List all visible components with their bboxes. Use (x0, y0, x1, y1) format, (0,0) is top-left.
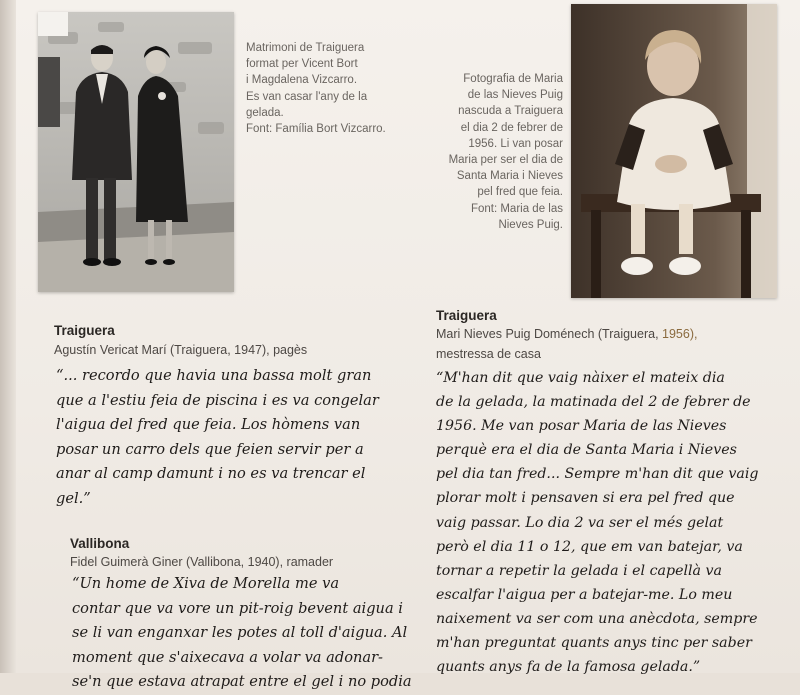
quote-line: escalfar l'aigua per a batejar-me. Lo meu (436, 586, 733, 603)
quote-line: que a l'estiu feia de piscina i es va congelar (56, 391, 379, 409)
quote-line: “M'han dit que vaig nàixer el mateix dia (436, 370, 725, 386)
person-year: 1956), (662, 327, 698, 341)
quote-line: 1956. Me van posar Maria de las Nieves (436, 418, 727, 435)
caption-line: format per Vicent Bort (246, 58, 358, 71)
quote-line: contar que va vore un pit-roig bevent aigua i (72, 599, 403, 617)
caption-line: Fotografia de Maria (463, 73, 563, 85)
caption-line: gelada. (246, 106, 284, 119)
quote-line: anar al camp damunt i no es va trencar el (56, 465, 366, 483)
testimony3-quote (436, 366, 758, 679)
quote-line: plorar molt i pensaven si era pel fred que (436, 490, 735, 507)
quote-line: l'aigua del fred que feia. Los hòmens van (56, 416, 361, 434)
girl-portrait-photo (571, 4, 777, 298)
quote-line: “Un home de Xiva de Morella me va (72, 575, 340, 592)
person-name: Mari Nieves Puig Doménech (Traiguera, (436, 327, 663, 341)
testimony3-role: mestressa de casa (436, 347, 541, 361)
testimony3-place: Traiguera (436, 308, 497, 323)
caption-line: pel fred que feia. (477, 186, 563, 199)
quote-line: “... recordo que havia una bassa molt gran (56, 367, 372, 384)
caption-line: nascuda a Traiguera (458, 105, 563, 118)
wedding-couple-photo (38, 12, 234, 292)
quote-line: perquè era el dia de Santa Maria i Nieves (436, 442, 737, 459)
quote-line: vaig passar. Lo dia 2 va ser el més gelat (436, 514, 724, 531)
panel-edge-shadow (0, 0, 16, 673)
quote-line: moment que s'aixecava a volar va adonar- (72, 648, 383, 666)
quote-line: quants anys fa de la famosa gelada.” (436, 659, 701, 676)
testimony1-place: Traiguera (54, 323, 115, 338)
caption-line: Matrimoni de Traiguera (246, 42, 365, 54)
caption-line: Font: Família Bort Vizcarro. (246, 123, 386, 136)
caption-line: Nieves Puig. (498, 218, 563, 231)
caption-line: Santa Maria i Nieves (456, 170, 563, 183)
quote-line: se'n que estava atrapat entre el gel i no podia (72, 673, 412, 691)
testimony3-person (436, 327, 697, 341)
testimony1-person: Agustín Vericat Marí (Traiguera, 1947), pagès (54, 343, 308, 357)
testimony2-quote (72, 572, 412, 695)
photo1-caption (246, 40, 386, 137)
quote-line: posar un carro dels que feien servir per a (56, 440, 364, 458)
quote-line: de la gelada, la matinada del 2 de febrer de (436, 394, 751, 411)
caption-line: Font: Maria de las (470, 202, 563, 215)
quote-line: però el dia 11 o 12, que em van batejar, va (436, 538, 743, 555)
quote-line: naixement va ser com una anècdota, sempre (436, 610, 758, 627)
quote-line: m'han preguntat quants anys tinc per saber (436, 635, 752, 652)
caption-line: Maria per ser el dia de (448, 154, 563, 167)
quote-line: pel dia tan fred... Sempre m'han dit que vaig (436, 466, 759, 483)
caption-line: el dia 2 de febrer de (460, 121, 563, 134)
caption-line: i Magdalena Vizcarro. (246, 74, 358, 87)
caption-line: Es van casar l'any de la (246, 90, 368, 103)
quote-line: tornar a repetir la gelada i el capellà va (436, 562, 722, 579)
testimony2-person: Fidel Guimerà Giner (Vallibona, 1940), ramader (70, 555, 334, 569)
photo2-caption (449, 71, 563, 233)
quote-line: se li van enganxar les potes al toll d'aigua. Al (72, 624, 408, 642)
caption-line: 1956. Li van posar (468, 137, 563, 150)
testimony1-quote (56, 364, 379, 512)
testimony2-place: Vallibona (70, 536, 130, 551)
quote-line: gel.” (56, 489, 91, 507)
caption-line: de las Nieves Puig (467, 89, 563, 102)
